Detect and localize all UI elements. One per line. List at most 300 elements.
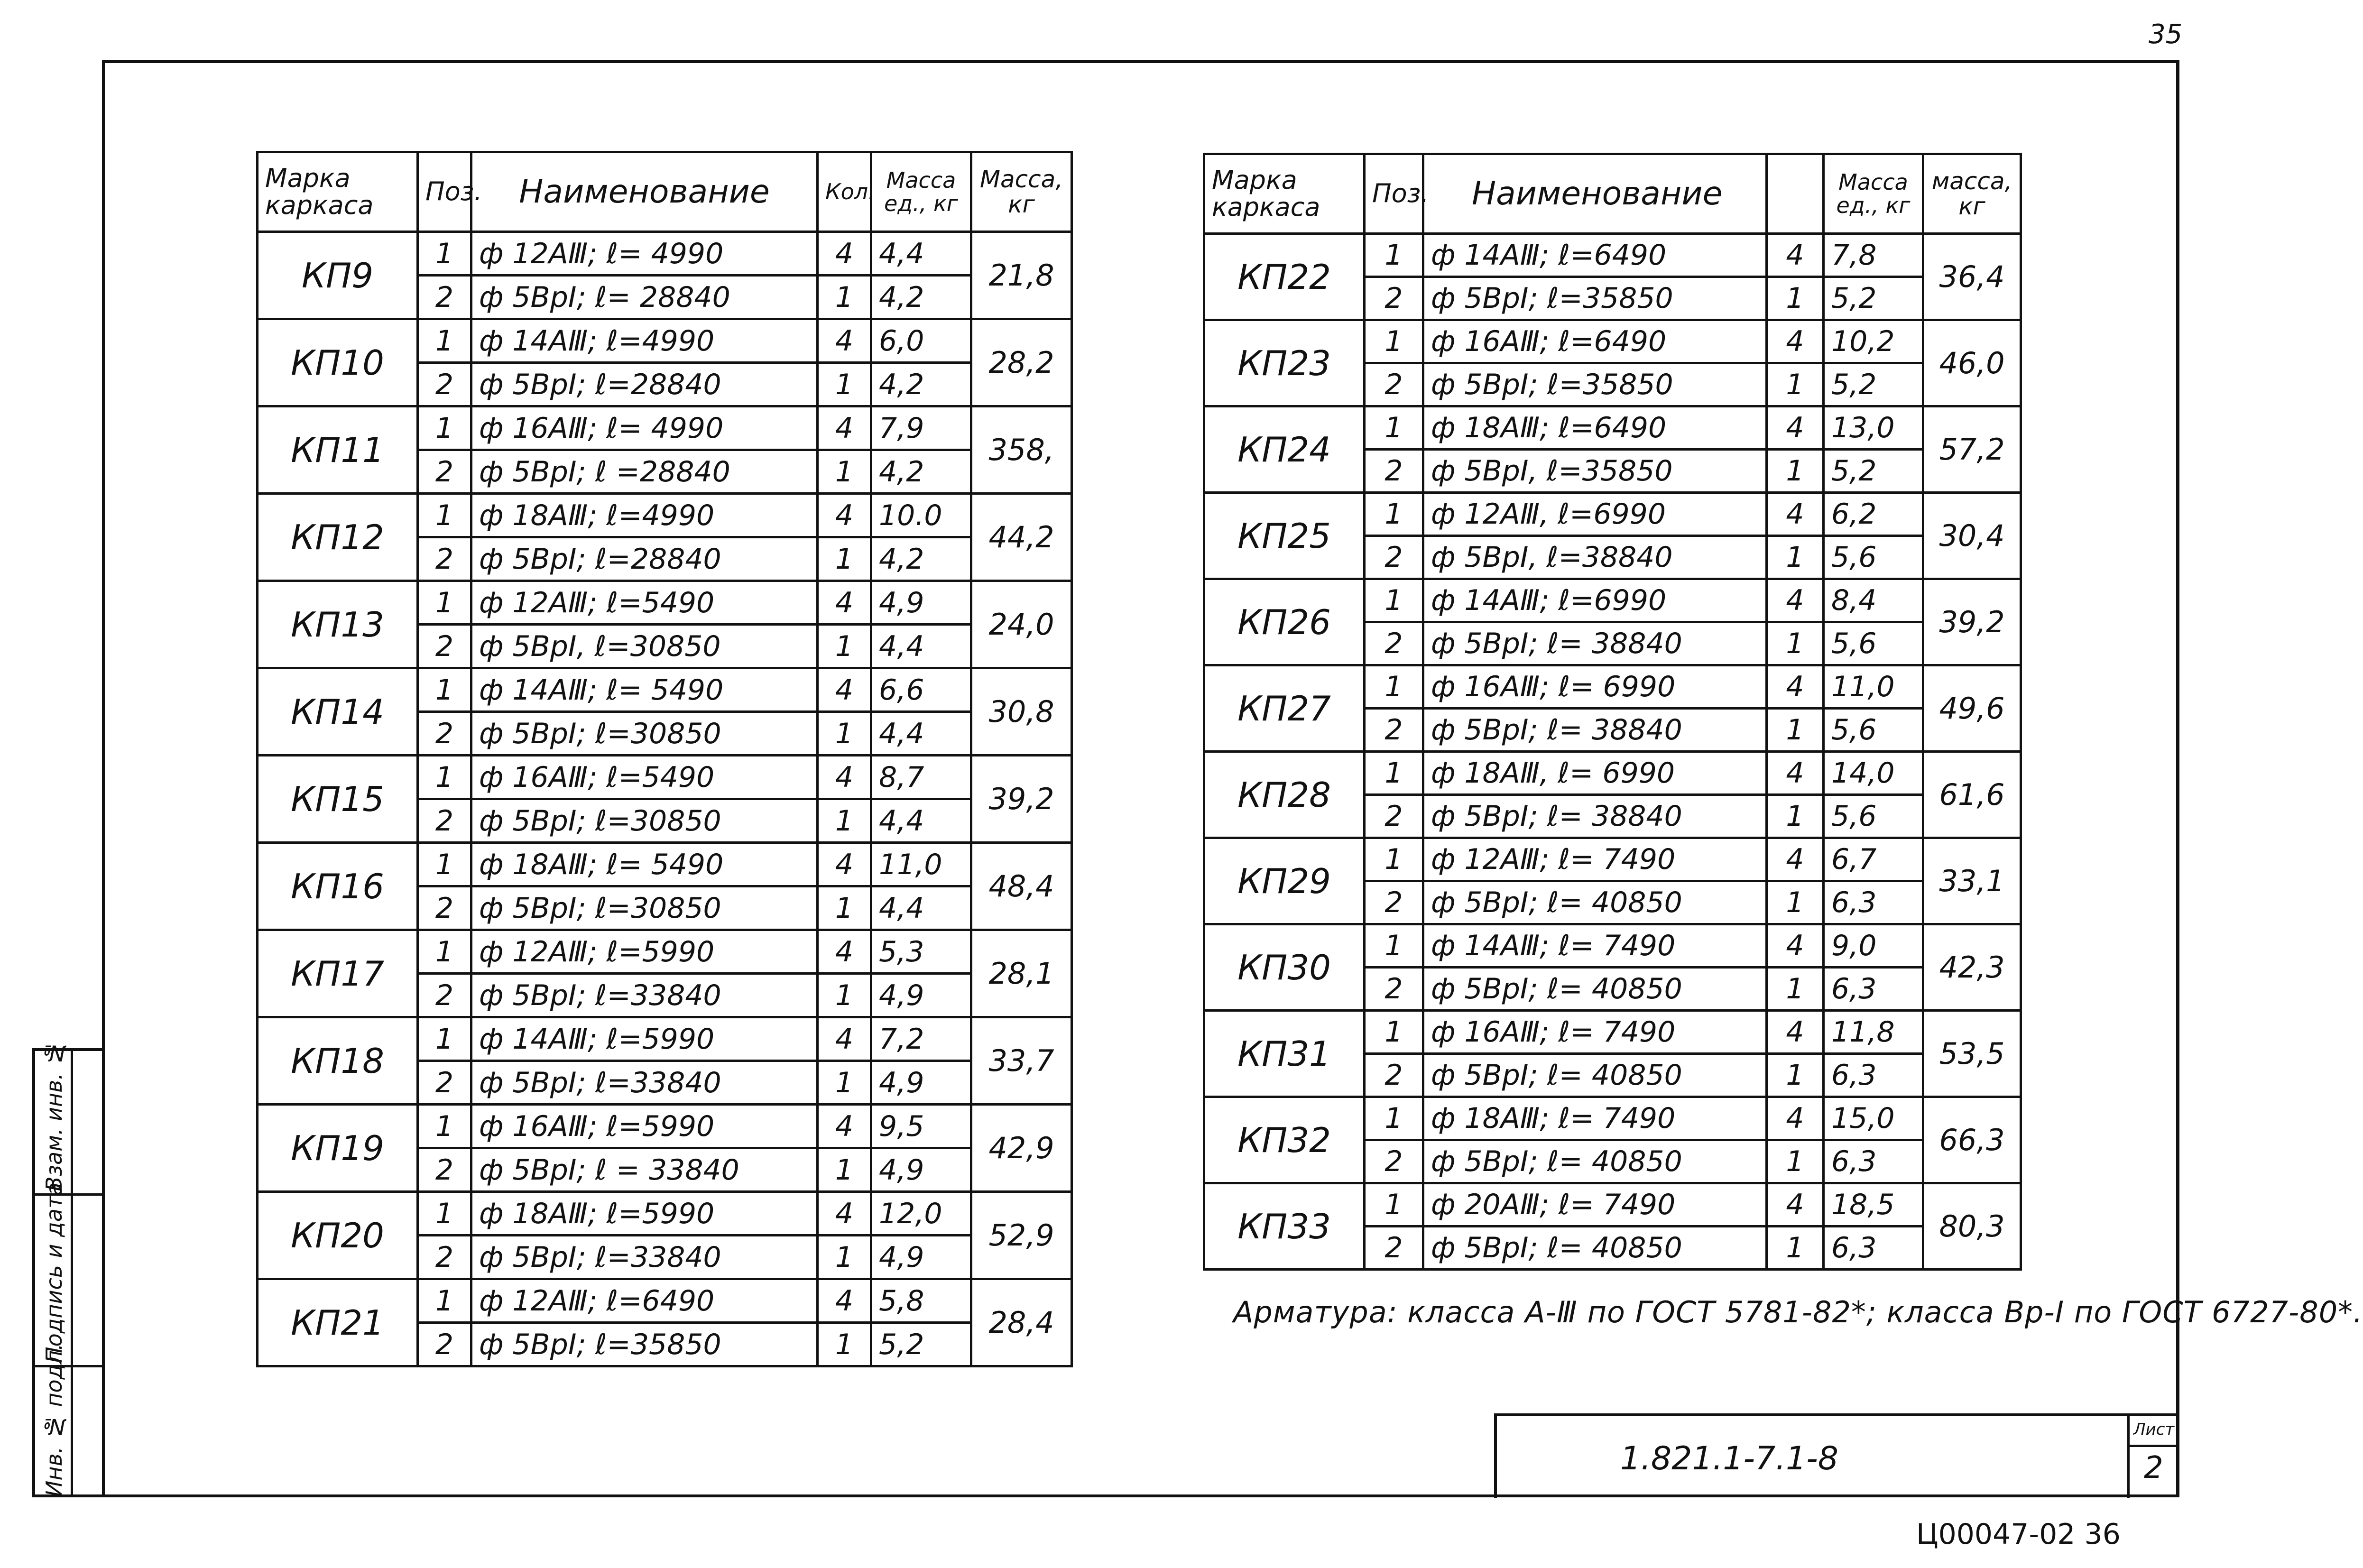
- cell-pos: 2: [1365, 795, 1423, 838]
- table-row: [258, 843, 1072, 886]
- table-row: [1204, 579, 2021, 622]
- cell-qty: 1: [818, 1061, 871, 1105]
- cell-name: ф 5ВрI; ℓ= 38840: [1423, 795, 1767, 838]
- cell-name: ф 5ВрI; ℓ=28840: [471, 537, 818, 581]
- cell-pos: 2: [418, 625, 471, 668]
- cell-name: ф 18АⅢ; ℓ=5990: [471, 1192, 818, 1236]
- cell-qty: 4: [1767, 493, 1824, 536]
- cell-pos: 2: [418, 886, 471, 930]
- table-row: [1204, 1011, 2021, 1054]
- cell-name: ф 5ВрI; ℓ=30850: [471, 799, 818, 843]
- header-name: Наименование: [1423, 154, 1767, 234]
- table-row: [258, 406, 1072, 450]
- cell-pos: 2: [418, 1236, 471, 1279]
- cell-name: ф 16АⅢ; ℓ= 7490: [1423, 1011, 1767, 1054]
- side-stamp-column-line: [71, 1051, 73, 1494]
- cell-mass: 39,2: [1923, 579, 2021, 665]
- cell-unit-mass: 5,3: [871, 930, 971, 974]
- cell-unit-mass: 7,9: [871, 406, 971, 450]
- table-row: [258, 1192, 1072, 1236]
- cell-pos: 2: [1365, 1140, 1423, 1183]
- cell-name: ф 14АⅢ; ℓ= 7490: [1423, 924, 1767, 968]
- cell-unit-mass: 5,2: [871, 1323, 971, 1366]
- cell-qty: 1: [818, 450, 871, 494]
- sheet-divider: [2130, 1445, 2179, 1447]
- table-row: [258, 232, 1072, 276]
- header-mark: Марка каркаса: [258, 152, 418, 232]
- cell-mark: КП30: [1204, 924, 1365, 1011]
- side-stamp-label-replace: Взам. инв. №: [41, 1040, 67, 1191]
- cell-qty: 4: [1767, 320, 1824, 363]
- cell-name: ф 16АⅢ; ℓ= 4990: [471, 406, 818, 450]
- cell-unit-mass: 4,4: [871, 799, 971, 843]
- cell-qty: 4: [1767, 1183, 1824, 1227]
- table-row: [1204, 1183, 2021, 1227]
- cell-qty: 1: [818, 974, 871, 1017]
- cell-mass: 33,1: [1923, 838, 2021, 924]
- cell-mass: 57,2: [1923, 406, 2021, 493]
- cell-name: ф 5ВрI, ℓ=35850: [1423, 450, 1767, 493]
- spec-table-left-body: [258, 232, 1072, 1366]
- cell-pos: 1: [1365, 234, 1423, 277]
- cell-qty: 4: [818, 668, 871, 712]
- cell-qty: 4: [818, 319, 871, 363]
- cell-name: ф 16АⅢ; ℓ=5990: [471, 1105, 818, 1148]
- cell-unit-mass: 15,0: [1824, 1097, 1923, 1140]
- cell-qty: 1: [1767, 1227, 1824, 1270]
- cell-unit-mass: 5,6: [1824, 622, 1923, 665]
- table-row: [258, 1105, 1072, 1148]
- cell-unit-mass: 6,3: [1824, 1054, 1923, 1097]
- cell-unit-mass: 10,2: [1824, 320, 1923, 363]
- cell-unit-mass: 6,3: [1824, 1140, 1923, 1183]
- cell-mark: КП11: [258, 406, 418, 494]
- cell-name: ф 14АⅢ; ℓ=6990: [1423, 579, 1767, 622]
- cell-qty: 1: [1767, 968, 1824, 1011]
- cell-mass: 30,4: [1923, 493, 2021, 579]
- cell-unit-mass: 18,5: [1824, 1183, 1923, 1227]
- cell-name: ф 5ВрI; ℓ=35850: [1423, 277, 1767, 320]
- cell-unit-mass: 4,9: [871, 1148, 971, 1192]
- cell-name: ф 5ВрI; ℓ= 38840: [1423, 709, 1767, 752]
- cell-unit-mass: 4,4: [871, 625, 971, 668]
- cell-name: ф 18АⅢ; ℓ=6490: [1423, 406, 1767, 450]
- cell-mass: 52,9: [971, 1192, 1072, 1279]
- cell-unit-mass: 5,8: [871, 1279, 971, 1323]
- cell-pos: 1: [1365, 752, 1423, 795]
- page-number: 35: [2149, 19, 2183, 50]
- cell-pos: 1: [418, 494, 471, 537]
- cell-qty: 1: [818, 886, 871, 930]
- cell-mark: КП19: [258, 1105, 418, 1192]
- cell-unit-mass: 5,6: [1824, 709, 1923, 752]
- cell-pos: 2: [418, 712, 471, 756]
- cell-unit-mass: 10.0: [871, 494, 971, 537]
- cell-mark: КП13: [258, 581, 418, 668]
- header-name: Наименование: [471, 152, 818, 232]
- cell-unit-mass: 5,2: [1824, 363, 1923, 406]
- cell-pos: 1: [418, 1105, 471, 1148]
- spec-table-right: [1203, 153, 2022, 1271]
- cell-mass: 39,2: [971, 756, 1072, 843]
- cell-qty: 1: [1767, 536, 1824, 579]
- cell-name: ф 5ВрI, ℓ=38840: [1423, 536, 1767, 579]
- cell-name: ф 5ВрI; ℓ= 28840: [471, 276, 818, 319]
- cell-pos: 1: [1365, 665, 1423, 709]
- cell-qty: 1: [1767, 1140, 1824, 1183]
- table-row: [258, 319, 1072, 363]
- cell-pos: 2: [418, 1148, 471, 1192]
- cell-unit-mass: 14,0: [1824, 752, 1923, 795]
- cell-pos: 2: [418, 1323, 471, 1366]
- cell-qty: 1: [818, 537, 871, 581]
- cell-name: ф 12АⅢ, ℓ=6990: [1423, 493, 1767, 536]
- cell-mark: КП16: [258, 843, 418, 930]
- cell-mass: 28,1: [971, 930, 1072, 1017]
- header-qty: Кол.: [818, 152, 871, 232]
- title-block: [1494, 1413, 2179, 1498]
- cell-name: ф 14АⅢ; ℓ=5990: [471, 1017, 818, 1061]
- cell-name: ф 5ВрI; ℓ=30850: [471, 886, 818, 930]
- cell-qty: 4: [1767, 752, 1824, 795]
- cell-unit-mass: 5,6: [1824, 536, 1923, 579]
- cell-name: ф 5ВрI; ℓ=35850: [471, 1323, 818, 1366]
- cell-qty: 4: [818, 930, 871, 974]
- cell-mass: 66,3: [1923, 1097, 2021, 1183]
- cell-name: ф 5ВрI; ℓ = 33840: [471, 1148, 818, 1192]
- cell-name: ф 14АⅢ; ℓ= 5490: [471, 668, 818, 712]
- cell-unit-mass: 7,2: [871, 1017, 971, 1061]
- cell-qty: 4: [818, 1279, 871, 1323]
- table-row: [1204, 234, 2021, 277]
- cell-qty: 1: [1767, 709, 1824, 752]
- cell-pos: 2: [1365, 363, 1423, 406]
- table-row: [1204, 752, 2021, 795]
- cell-name: ф 5ВрI; ℓ= 38840: [1423, 622, 1767, 665]
- header-pos: Поз.: [418, 152, 471, 232]
- cell-mark: КП10: [258, 319, 418, 406]
- cell-name: ф 5ВрI; ℓ=30850: [471, 712, 818, 756]
- cell-name: ф 18АⅢ; ℓ= 5490: [471, 843, 818, 886]
- cell-qty: 4: [1767, 234, 1824, 277]
- cell-name: ф 14АⅢ; ℓ=6490: [1423, 234, 1767, 277]
- cell-pos: 2: [1365, 536, 1423, 579]
- cell-mass: 28,4: [971, 1279, 1072, 1366]
- cell-name: ф 5ВрI; ℓ =28840: [471, 450, 818, 494]
- table-row: [258, 494, 1072, 537]
- cell-qty: 4: [818, 756, 871, 799]
- cell-unit-mass: 6,7: [1824, 838, 1923, 881]
- cell-qty: 1: [1767, 363, 1824, 406]
- cell-pos: 2: [418, 363, 471, 406]
- cell-qty: 4: [818, 406, 871, 450]
- cell-pos: 1: [1365, 579, 1423, 622]
- cell-unit-mass: 4,2: [871, 450, 971, 494]
- header-mark: Марка каркаса: [1204, 154, 1365, 234]
- cell-unit-mass: 11,0: [1824, 665, 1923, 709]
- cell-mark: КП9: [258, 232, 418, 319]
- header-qty: [1767, 154, 1824, 234]
- document-code: 1.821.1-7.1-8: [1620, 1440, 1839, 1477]
- cell-mass: 30,8: [971, 668, 1072, 756]
- cell-mark: КП23: [1204, 320, 1365, 406]
- cell-pos: 1: [418, 232, 471, 276]
- cell-qty: 4: [818, 581, 871, 625]
- cell-pos: 1: [1365, 838, 1423, 881]
- cell-qty: 4: [818, 232, 871, 276]
- cell-mass: 48,4: [971, 843, 1072, 930]
- cell-qty: 4: [1767, 579, 1824, 622]
- cell-pos: 1: [418, 1017, 471, 1061]
- cell-pos: 2: [1365, 968, 1423, 1011]
- cell-pos: 2: [1365, 881, 1423, 924]
- cell-qty: 1: [818, 363, 871, 406]
- cell-name: ф 5ВрI; ℓ= 40850: [1423, 881, 1767, 924]
- cell-pos: 1: [418, 406, 471, 450]
- cell-pos: 1: [1365, 320, 1423, 363]
- cell-pos: 2: [1365, 709, 1423, 752]
- cell-mark: КП21: [258, 1279, 418, 1366]
- cell-pos: 2: [1365, 277, 1423, 320]
- cell-mass: 28,2: [971, 319, 1072, 406]
- cell-unit-mass: 4,4: [871, 232, 971, 276]
- cell-unit-mass: 6,3: [1824, 881, 1923, 924]
- cell-qty: 4: [818, 843, 871, 886]
- cell-qty: 1: [818, 1236, 871, 1279]
- archive-code: Ц00047-02 36: [1916, 1518, 2121, 1551]
- cell-unit-mass: 4,9: [871, 1236, 971, 1279]
- cell-mark: КП20: [258, 1192, 418, 1279]
- cell-unit-mass: 5,2: [1824, 277, 1923, 320]
- cell-qty: 1: [1767, 881, 1824, 924]
- cell-mass: 49,6: [1923, 665, 2021, 752]
- cell-qty: 4: [1767, 665, 1824, 709]
- spec-table-left: [256, 151, 1073, 1367]
- cell-pos: 2: [1365, 1227, 1423, 1270]
- table-row: [258, 756, 1072, 799]
- cell-name: ф 5ВрI; ℓ=28840: [471, 363, 818, 406]
- cell-name: ф 16АⅢ; ℓ=6490: [1423, 320, 1767, 363]
- cell-pos: 1: [1365, 1011, 1423, 1054]
- cell-name: ф 5ВрI; ℓ= 40850: [1423, 968, 1767, 1011]
- cell-qty: 4: [1767, 1011, 1824, 1054]
- cell-pos: 2: [418, 974, 471, 1017]
- cell-qty: 4: [1767, 838, 1824, 881]
- cell-mark: КП33: [1204, 1183, 1365, 1270]
- cell-pos: 1: [418, 1279, 471, 1323]
- cell-pos: 2: [418, 450, 471, 494]
- cell-qty: 4: [818, 494, 871, 537]
- cell-pos: 1: [1365, 406, 1423, 450]
- table-row: [1204, 493, 2021, 536]
- cell-name: ф 12АⅢ; ℓ=5490: [471, 581, 818, 625]
- cell-pos: 1: [418, 1192, 471, 1236]
- cell-unit-mass: 5,6: [1824, 795, 1923, 838]
- cell-unit-mass: 9,5: [871, 1105, 971, 1148]
- cell-pos: 1: [418, 319, 471, 363]
- cell-pos: 2: [1365, 450, 1423, 493]
- cell-unit-mass: 12,0: [871, 1192, 971, 1236]
- cell-qty: 1: [1767, 795, 1824, 838]
- cell-mark: КП28: [1204, 752, 1365, 838]
- table-row: [258, 581, 1072, 625]
- cell-qty: 1: [1767, 277, 1824, 320]
- cell-pos: 1: [418, 668, 471, 712]
- cell-unit-mass: 9,0: [1824, 924, 1923, 968]
- cell-name: ф 18АⅢ; ℓ= 7490: [1423, 1097, 1767, 1140]
- cell-mark: КП17: [258, 930, 418, 1017]
- cell-pos: 1: [418, 843, 471, 886]
- cell-pos: 2: [418, 1061, 471, 1105]
- table-row: [1204, 924, 2021, 968]
- cell-name: ф 16АⅢ; ℓ= 6990: [1423, 665, 1767, 709]
- cell-mark: КП27: [1204, 665, 1365, 752]
- header-unit-mass: Масса ед., кг: [1824, 154, 1923, 234]
- cell-unit-mass: 8,7: [871, 756, 971, 799]
- cell-mass: 36,4: [1923, 234, 2021, 320]
- cell-mark: КП18: [258, 1017, 418, 1105]
- cell-mass: 42,3: [1923, 924, 2021, 1011]
- cell-name: ф 14АⅢ; ℓ=4990: [471, 319, 818, 363]
- cell-unit-mass: 5,2: [1824, 450, 1923, 493]
- cell-pos: 2: [1365, 622, 1423, 665]
- cell-name: ф 12АⅢ; ℓ=5990: [471, 930, 818, 974]
- cell-qty: 1: [818, 1148, 871, 1192]
- cell-qty: 1: [818, 625, 871, 668]
- side-stamp-label-sign: Подпись и дата: [41, 1182, 67, 1363]
- cell-qty: 4: [1767, 924, 1824, 968]
- cell-unit-mass: 4,4: [871, 886, 971, 930]
- table-row: [1204, 320, 2021, 363]
- cell-unit-mass: 4,2: [871, 363, 971, 406]
- cell-mass: 24,0: [971, 581, 1072, 668]
- cell-mass: 21,8: [971, 232, 1072, 319]
- cell-unit-mass: 6,0: [871, 319, 971, 363]
- cell-mark: КП31: [1204, 1011, 1365, 1097]
- cell-pos: 1: [418, 756, 471, 799]
- table-row: [258, 668, 1072, 712]
- table-row: [258, 1017, 1072, 1061]
- cell-name: ф 5ВрI; ℓ=33840: [471, 974, 818, 1017]
- cell-qty: 1: [818, 799, 871, 843]
- reinforcement-note: Арматура: класса А-Ⅲ по ГОСТ 5781-82*; класса Вр-I по ГОСТ 6727-80*.: [1233, 1295, 2363, 1329]
- cell-name: ф 5ВрI, ℓ=30850: [471, 625, 818, 668]
- table-row: [1204, 1097, 2021, 1140]
- side-stamp-label-inv: Инв. № подл.: [41, 1343, 67, 1497]
- cell-unit-mass: 4,9: [871, 974, 971, 1017]
- cell-qty: 4: [818, 1105, 871, 1148]
- cell-name: ф 5ВрI; ℓ= 40850: [1423, 1227, 1767, 1270]
- cell-pos: 1: [418, 930, 471, 974]
- cell-name: ф 18АⅢ; ℓ=4990: [471, 494, 818, 537]
- cell-name: ф 12АⅢ; ℓ=6490: [471, 1279, 818, 1323]
- cell-mass: 42,9: [971, 1105, 1072, 1192]
- header-mass: Масса, кг: [971, 152, 1072, 232]
- cell-mark: КП26: [1204, 579, 1365, 665]
- cell-unit-mass: 13,0: [1824, 406, 1923, 450]
- cell-pos: 2: [418, 537, 471, 581]
- cell-mass: 46,0: [1923, 320, 2021, 406]
- cell-pos: 1: [1365, 493, 1423, 536]
- sheet-label: Лист: [2133, 1420, 2175, 1439]
- cell-mark: КП12: [258, 494, 418, 581]
- cell-unit-mass: 4,9: [871, 581, 971, 625]
- cell-mark: КП24: [1204, 406, 1365, 493]
- cell-mass: 53,5: [1923, 1011, 2021, 1097]
- cell-qty: 4: [1767, 1097, 1824, 1140]
- cell-pos: 1: [1365, 1183, 1423, 1227]
- cell-unit-mass: 6,6: [871, 668, 971, 712]
- table-row: [1204, 838, 2021, 881]
- cell-unit-mass: 4,9: [871, 1061, 971, 1105]
- cell-qty: 4: [1767, 406, 1824, 450]
- cell-name: ф 12АⅢ; ℓ= 7490: [1423, 838, 1767, 881]
- cell-qty: 1: [1767, 450, 1824, 493]
- cell-name: ф 12АⅢ; ℓ= 4990: [471, 232, 818, 276]
- cell-unit-mass: 4,4: [871, 712, 971, 756]
- cell-name: ф 5ВрI; ℓ=33840: [471, 1061, 818, 1105]
- cell-pos: 1: [1365, 1097, 1423, 1140]
- cell-pos: 1: [1365, 924, 1423, 968]
- sheet-cell: [2127, 1416, 2179, 1498]
- cell-mass: 44,2: [971, 494, 1072, 581]
- cell-mark: КП22: [1204, 234, 1365, 320]
- cell-pos: 2: [418, 276, 471, 319]
- header-mass: масса, кг: [1923, 154, 2021, 234]
- cell-mass: 358,: [971, 406, 1072, 494]
- header-pos: Поз.: [1365, 154, 1423, 234]
- cell-mark: КП25: [1204, 493, 1365, 579]
- cell-qty: 4: [818, 1192, 871, 1236]
- cell-qty: 1: [1767, 622, 1824, 665]
- cell-qty: 1: [818, 1323, 871, 1366]
- cell-name: ф 5ВрI; ℓ= 40850: [1423, 1054, 1767, 1097]
- cell-qty: 1: [818, 712, 871, 756]
- cell-unit-mass: 7,8: [1824, 234, 1923, 277]
- table-row: [1204, 406, 2021, 450]
- cell-unit-mass: 4,2: [871, 537, 971, 581]
- side-stamp: [32, 1040, 102, 1497]
- cell-name: ф 5ВрI; ℓ=33840: [471, 1236, 818, 1279]
- cell-name: ф 5ВрI; ℓ=35850: [1423, 363, 1767, 406]
- cell-mass: 80,3: [1923, 1183, 2021, 1270]
- cell-mark: КП32: [1204, 1097, 1365, 1183]
- cell-pos: 1: [418, 581, 471, 625]
- cell-name: ф 16АⅢ; ℓ=5490: [471, 756, 818, 799]
- table-row: [1204, 665, 2021, 709]
- cell-qty: 4: [818, 1017, 871, 1061]
- cell-name: ф 18АⅢ, ℓ= 6990: [1423, 752, 1767, 795]
- cell-unit-mass: 6,3: [1824, 968, 1923, 1011]
- cell-unit-mass: 6,3: [1824, 1227, 1923, 1270]
- cell-pos: 2: [1365, 1054, 1423, 1097]
- table-row: [258, 1279, 1072, 1323]
- cell-pos: 2: [418, 799, 471, 843]
- cell-unit-mass: 6,2: [1824, 493, 1923, 536]
- sheet-number: 2: [2144, 1450, 2163, 1485]
- cell-qty: 1: [818, 276, 871, 319]
- cell-name: ф 5ВрI; ℓ= 40850: [1423, 1140, 1767, 1183]
- table-row: [258, 930, 1072, 974]
- cell-unit-mass: 4,2: [871, 276, 971, 319]
- spec-table-right-body: [1204, 234, 2021, 1270]
- cell-qty: 1: [1767, 1054, 1824, 1097]
- cell-mass: 33,7: [971, 1017, 1072, 1105]
- cell-unit-mass: 8,4: [1824, 579, 1923, 622]
- cell-mark: КП29: [1204, 838, 1365, 924]
- header-unit-mass: Масса ед., кг: [871, 152, 971, 232]
- cell-mark: КП15: [258, 756, 418, 843]
